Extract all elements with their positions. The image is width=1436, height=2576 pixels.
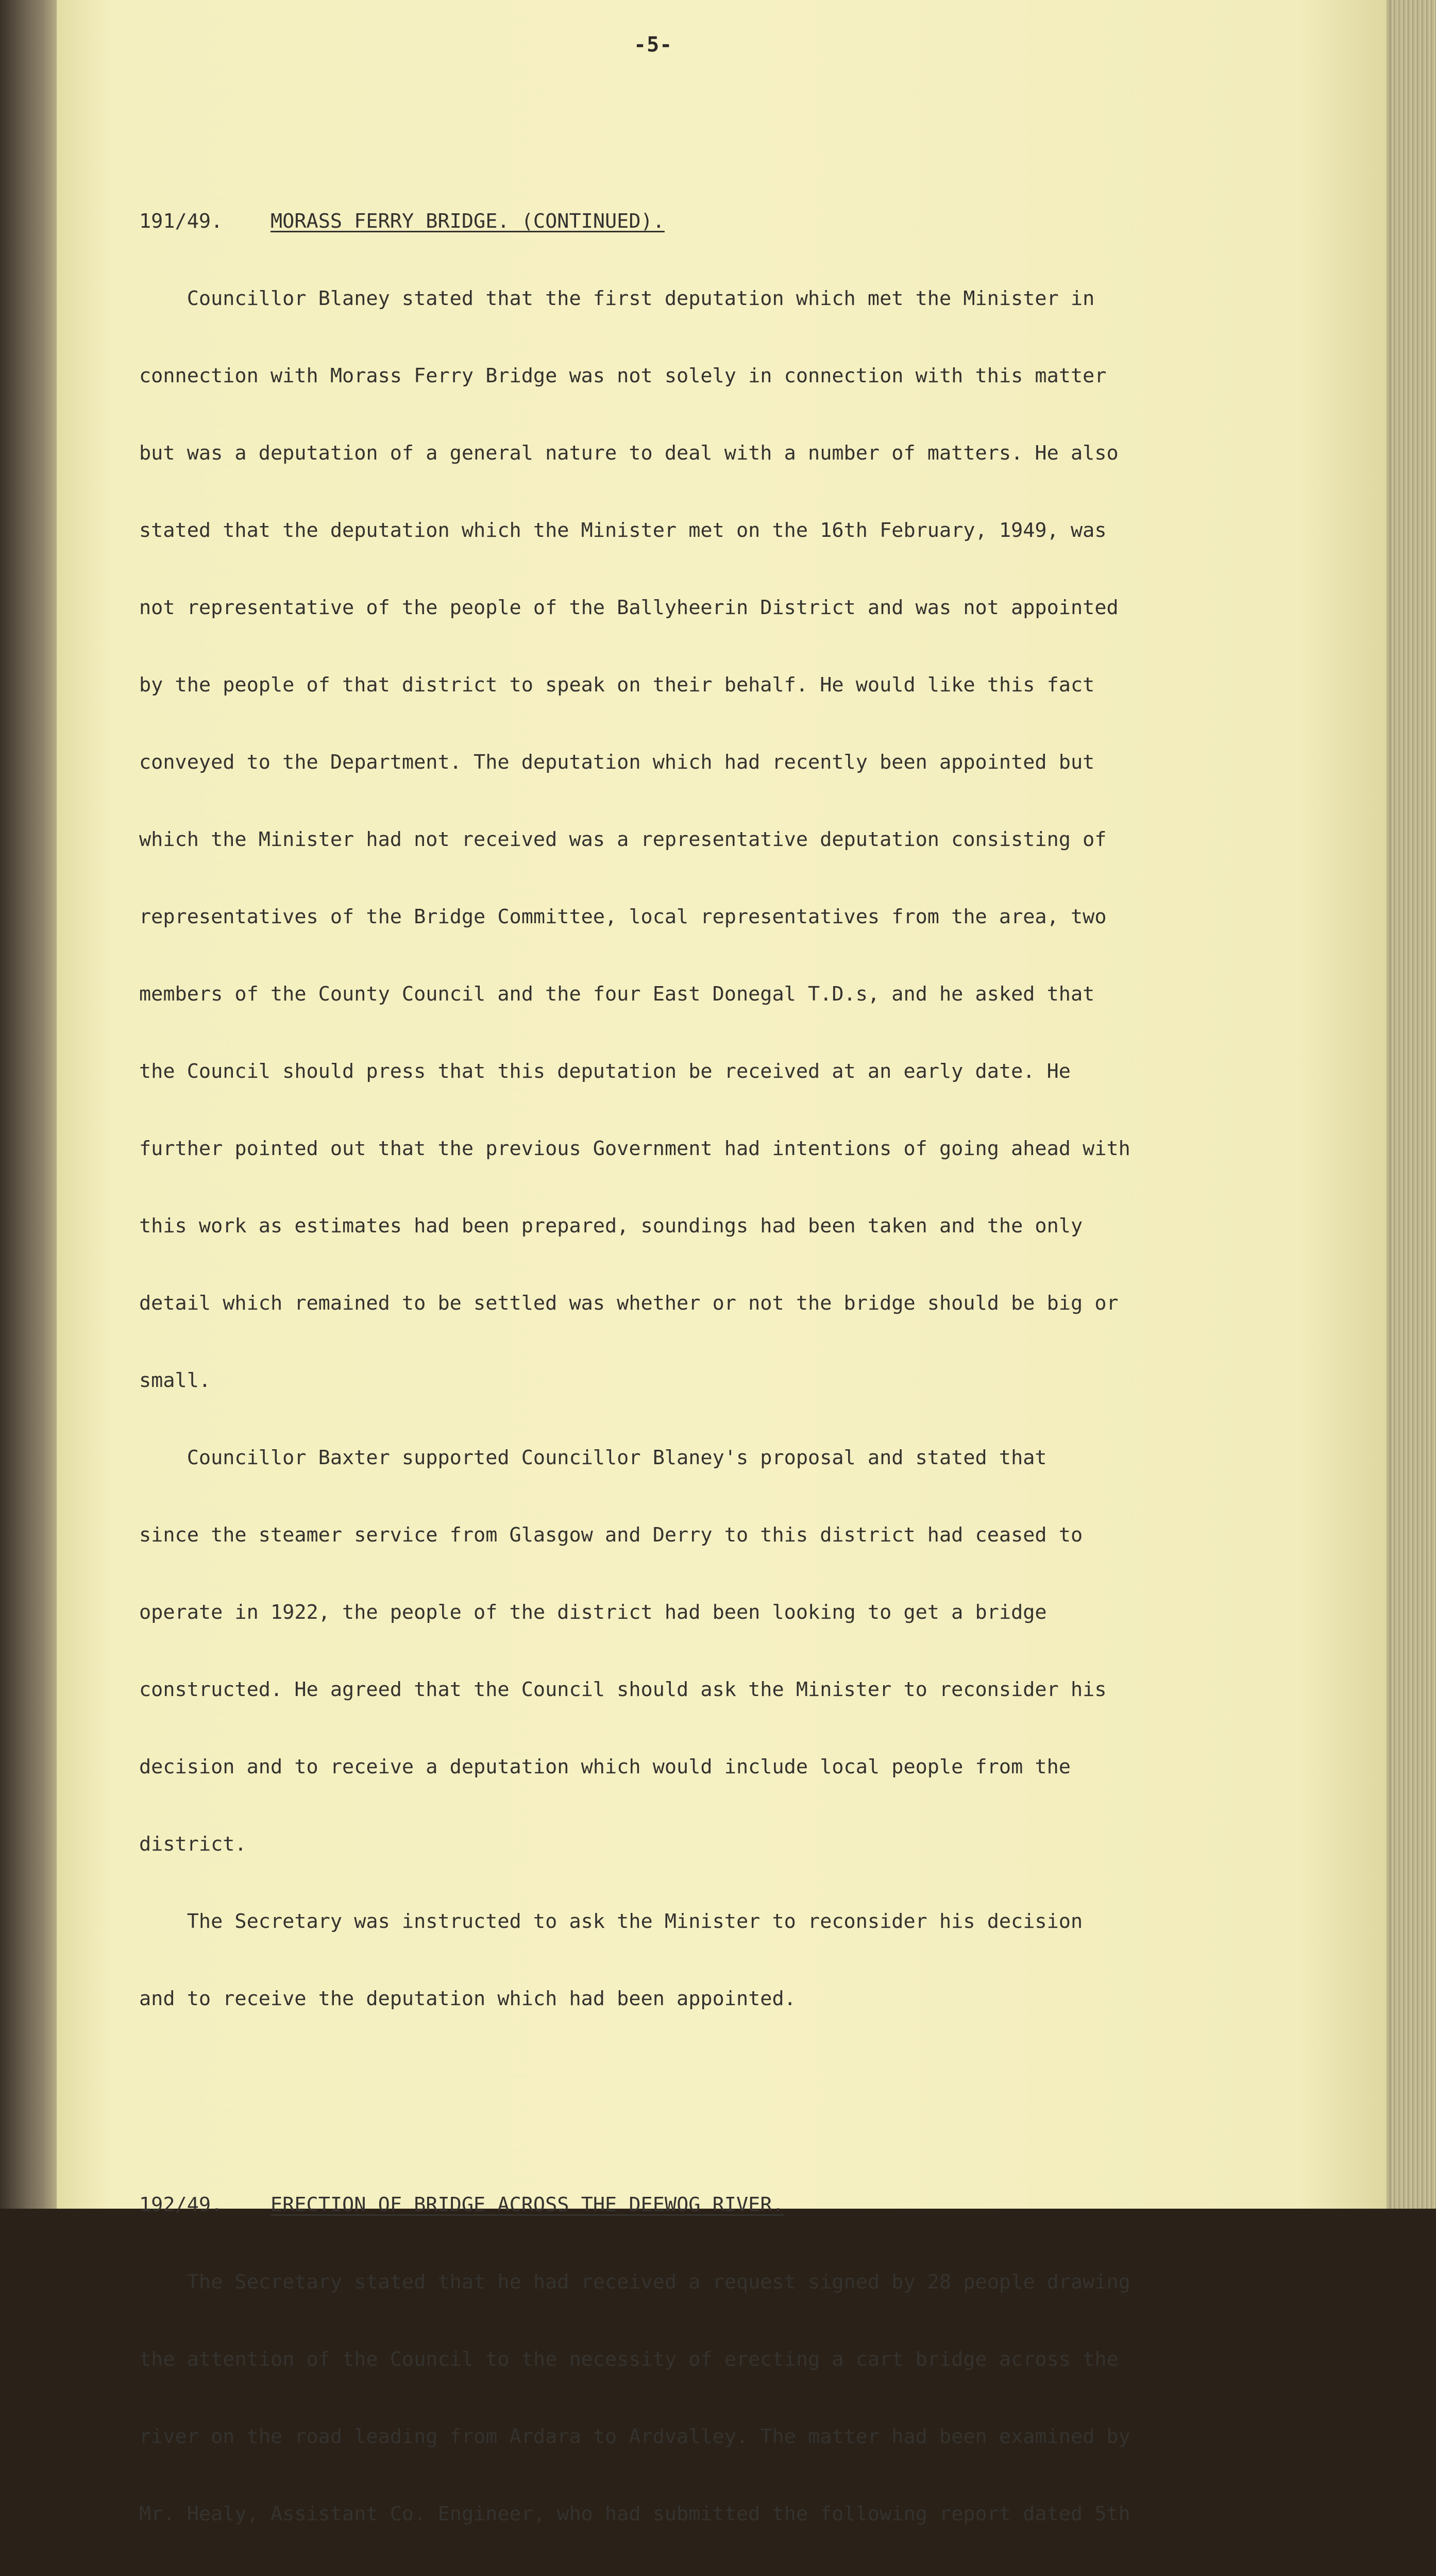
text-line: members of the County Council and the four East Donegal T.D.s, and he asked that [139, 982, 1095, 1006]
text-line: Mr. Healy, Assistant Co. Engineer, who had submitted the following report dated 5th [139, 2502, 1130, 2526]
text-line: since the steamer service from Glasgow and Derry to this district had ceased to [139, 1523, 1083, 1547]
text-line: Councillor Baxter supported Councillor Blaney's proposal and stated that [139, 1446, 1047, 1469]
text-line: small. [139, 1369, 211, 1392]
text-line: which the Minister had not received was a representative deputation consisting of [139, 828, 1107, 851]
text-line: the attention of the Council to the necessity of erecting a cart bridge across the [139, 2348, 1119, 2371]
paragraph-gap [139, 2063, 1283, 2089]
text-line: river on the road leading from Ardara to Ardvalley. The matter had been examined by [139, 2425, 1130, 2448]
page-edges [1391, 0, 1436, 2209]
text-line: operate in 1922, the people of the district had been looking to get a bridge [139, 1601, 1047, 1624]
text-line: stated that the deputation which the Minister met on the 16th February, 1949, was [139, 519, 1107, 542]
text-line: representatives of the Bridge Committee, local representatives from the area, two [139, 905, 1107, 928]
text-line: Councillor Blaney stated that the first deputation which met the Minister in [139, 287, 1095, 310]
text-line: district. [139, 1833, 247, 1856]
text-line: not representative of the people of the Ballyheerin District and was not appointed [139, 596, 1119, 619]
text-line: this work as estimates had been prepared, soundings had been taken and the only [139, 1214, 1083, 1238]
text-line: by the people of that district to speak on their behalf. He would like this fact [139, 673, 1095, 697]
section-heading [139, 209, 1283, 234]
text-line: conveyed to the Department. The deputation which had recently been appointed but [139, 751, 1095, 774]
text-line: further pointed out that the previous Government had intentions of going ahead with [139, 1137, 1130, 1160]
minute-ref: 192/49. [139, 2193, 223, 2216]
text-line: decision and to receive a deputation which would include local people from the [139, 1755, 1071, 1778]
book-binding [0, 0, 57, 2209]
minute-ref: 191/49. [139, 210, 223, 233]
section-title: MORASS FERRY BRIDGE. (CONTINUED). [270, 210, 665, 233]
text-line: The Secretary stated that he had received a request signed by 28 people drawing [139, 2270, 1130, 2294]
text-line: The Secretary was instructed to ask the Minister to reconsider his decision [139, 1910, 1083, 1933]
section-title: ERECTION OF BRIDGE ACROSS THE DEEWOG RIVER. [270, 2193, 784, 2216]
text-line: but was a deputation of a general nature to deal with a number of matters. He also [139, 442, 1119, 465]
text-line: connection with Morass Ferry Bridge was not solely in connection with this matter [139, 364, 1107, 387]
text-line: detail which remained to be settled was whether or not the bridge should be big or [139, 1292, 1119, 1315]
minutes-text [139, 131, 1283, 2576]
section-heading [139, 2192, 1283, 2218]
page-number: -5- [634, 33, 673, 57]
text-line: the Council should press that this deputation be received at an early date. He [139, 1060, 1071, 1083]
text-line: and to receive the deputation which had been appointed. [139, 1987, 796, 2010]
text-line: constructed. He agreed that the Council should ask the Minister to reconsider his [139, 1678, 1107, 1701]
